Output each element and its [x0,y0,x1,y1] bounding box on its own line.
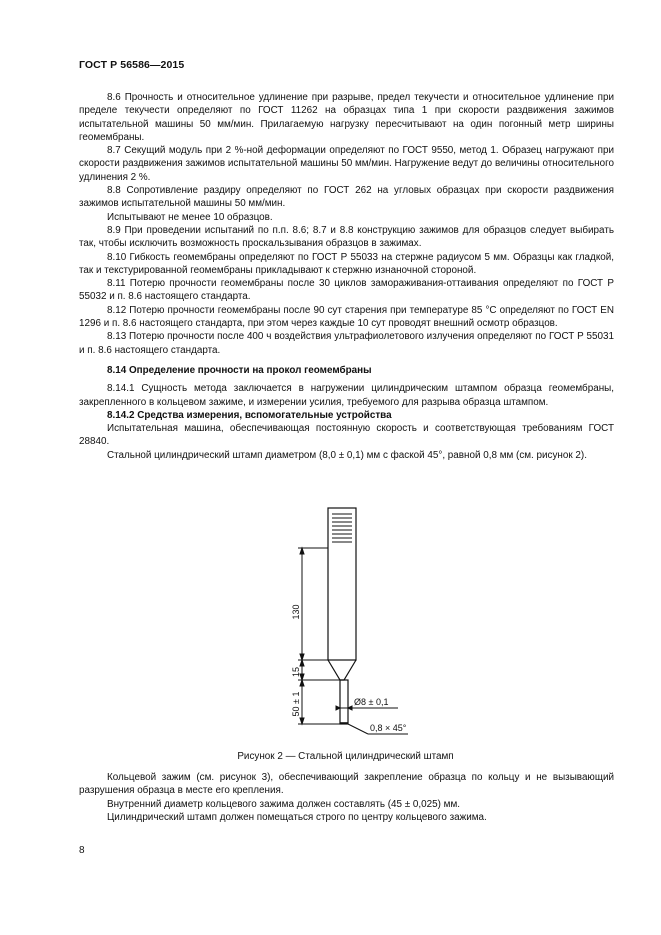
document-header: ГОСТ Р 56586—2015 [79,59,185,71]
paragraph-8-10: 8.10 Гибкость геомембраны определяют по ГОСТ Р 55033 на стержне радиусом 5 мм. Образцы как гладкой, так и текстурированной геомембраны прикладывают к стержню изнаночной стороной. [79,251,614,276]
paragraph-8-9: 8.9 При проведении испытаний по п.п. 8.6; 8.7 и 8.8 конструкцию зажимов для образцов следует выбирать так, чтобы исключить возможность проскальзывания образцов в зажимах. [79,224,614,250]
dim-diameter: Ø8 ± 0,1 [354,697,389,707]
section-heading-8-14: 8.14 Определение прочности на прокол геомембраны [107,364,372,376]
figure-caption: Рисунок 2 — Стальной цилиндрический штамп [237,751,454,762]
body-text [79,91,614,462]
paragraph-testing-machine: Испытательная машина, обеспечивающая постоянную скорость и соответствующая требованиям ГОСТ 28840. [79,423,614,448]
punch-drawing [280,502,480,742]
dim-length-50: 50 ± 1 [291,691,301,717]
paragraph-8-11: 8.11 Потерю прочности геомембраны после 30 циклов замораживания-оттаивания определяют по ГОСТ Р 55032 и п. 8.6 настоящего стандарта. [79,278,614,303]
punch-tip [340,680,348,724]
paragraph-ring-clamp: Кольцевой зажим (см. рисунок 3), обеспечивающий закрепление образца по кольцу и не вызывающий разрушения образца в месте его крепления. [79,772,614,797]
paragraph-8-8: 8.8 Сопротивление раздиру определяют по ГОСТ 262 на угловых образцах при скорости раздвижения зажимов испытательной машины 50 мм/мин. [79,185,614,210]
paragraph-8-8-note: Испытывают не менее 10 образцов. [107,211,273,223]
subsection-heading-8-14-2: 8.14.2 Средства измерения, вспомогательные устройства [107,409,392,421]
paragraph-8-7: 8.7 Секущий модуль при 2 %-ной деформации определяют по ГОСТ 9550, метод 1. Образец нагружают при скорости раздвижения зажимов испытательной машины 50 мм/мин. Нагружение ведут до величины относительного удлинения 2 %. [79,145,614,183]
paragraph-8-14-1: 8.14.1 Сущность метода заключается в нагружении цилиндрическим штампом образца геомембраны, закрепленного в кольцевом зажиме, и измерении усилия, требуемого для разрыва образца штампом. [79,383,614,408]
paragraph-ring-diameter: Внутренний диаметр кольцевого зажима должен составлять (45 ± 0,025) мм. [107,798,460,810]
paragraph-8-12: 8.12 Потерю прочности геомембраны после 90 сут старения при температуре 85 °С определяют по ГОСТ EN 1296 и п. 8.6 настоящего стандарта, при этом через каждые 10 сут проводят внешний осмотр образцов. [79,304,614,330]
punch-taper [328,660,356,680]
paragraph-8-13: 8.13 Потерю прочности после 400 ч воздействия ультрафиолетового излучения определяют по ГОСТ Р 55031 и п. 8.6 настоящего стандарта. [79,331,614,356]
bottom-text [79,771,614,824]
paragraph-punch-centering: Цилиндрический штамп должен помещаться строго по центру кольцевого зажима. [107,811,487,823]
dim-length-15: 15 [291,666,301,678]
punch-handle [328,508,356,660]
dim-chamfer: 0,8 × 45° [370,723,407,733]
paragraph-steel-punch: Стальной цилиндрический штамп диаметром (8,0 ± 0,1) мм с фаской 45°, равной 0,8 мм (см. рисунок 2). [107,449,587,461]
grip-hatching [332,514,352,542]
paragraph-8-6: 8.6 Прочность и относительное удлинение при разрыве, предел текучести и относительное удлинение при пределе текучести определяют по ГОСТ 11262 на образцах типа 1 при скорости раздвижения зажимов испытательной машины 50 мм/мин. Прилагаемую нагрузку пересчитывают на один погонный метр ширины геомембраны. [79,92,614,143]
page-number: 8 [79,845,85,856]
dim-length-130: 130 [291,604,301,620]
